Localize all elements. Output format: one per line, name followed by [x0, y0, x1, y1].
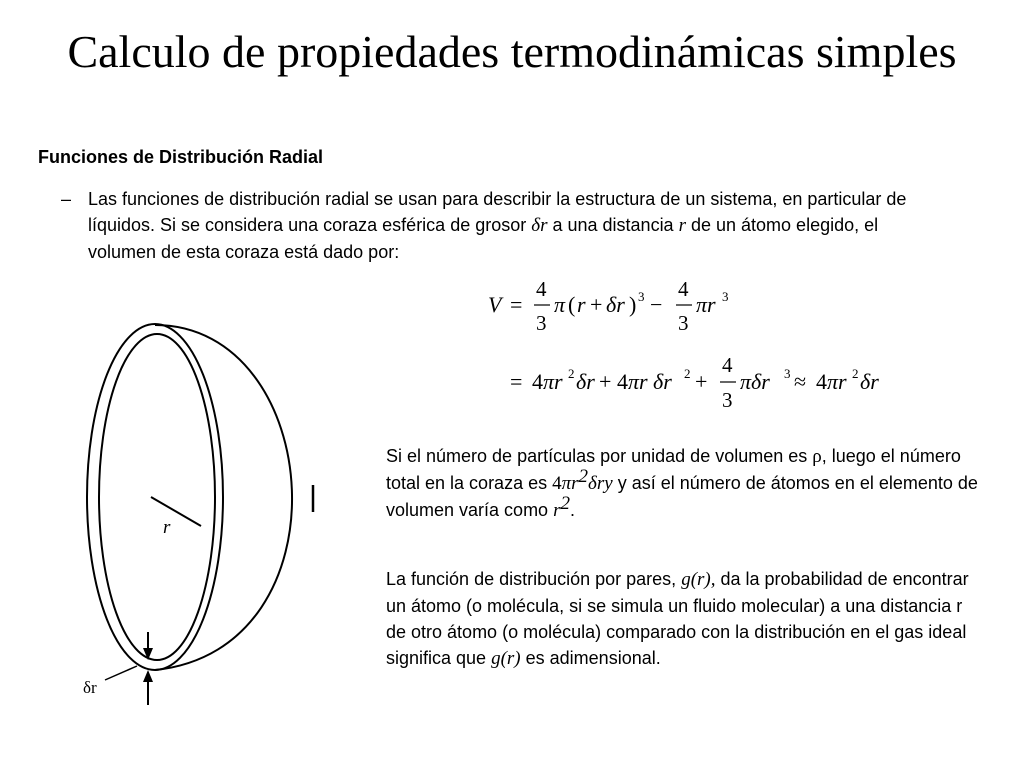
- svg-text:+: +: [695, 369, 708, 394]
- paragraph-text-part: , luego el número total en la coraza es: [386, 446, 961, 493]
- thickness-leader-line: [105, 666, 137, 680]
- thickness-arrowhead-bottom: [143, 670, 153, 682]
- equation-volume-graphic: [480, 275, 750, 345]
- svg-text:4: 4: [722, 353, 733, 377]
- number-symbol: 4: [552, 473, 562, 494]
- svg-text:4: 4: [816, 369, 827, 394]
- svg-text:r: r: [577, 292, 586, 317]
- shell-outer-rim: [87, 324, 223, 670]
- svg-text:3: 3: [784, 366, 791, 381]
- svg-text:−: −: [650, 292, 663, 317]
- svg-text:4: 4: [532, 369, 543, 394]
- svg-text:=: =: [510, 369, 523, 394]
- section-heading: Funciones de Distribución Radial: [38, 147, 324, 167]
- r-symbol: r: [678, 215, 686, 236]
- svg-text:3: 3: [536, 311, 547, 335]
- svg-text:2: 2: [684, 366, 691, 381]
- bullet-text-part: Las funciones de distribución radial se usan para describir la estructura de un sistema, en particular de líquidos. Si se considera una coraza esférica de grosor: [88, 189, 907, 235]
- svg-text:δr: δr: [653, 369, 672, 394]
- pi-r-symbol: πr: [561, 473, 579, 494]
- radius-line: [151, 497, 201, 526]
- superscript: 2: [578, 466, 589, 487]
- svg-text:3: 3: [722, 289, 729, 304]
- svg-text:4: 4: [536, 277, 547, 301]
- paragraph-text-part: es adimensional.: [520, 648, 661, 668]
- svg-text:δr: δr: [576, 369, 595, 394]
- superscript: 2: [560, 493, 570, 514]
- bullet-marker: –: [61, 189, 72, 209]
- rho-symbol: ρ: [812, 446, 822, 467]
- shell-inner-rim: [99, 334, 215, 660]
- paragraph-text-part: da la probabilidad de encontrar un átomo (o molécula, si se simula un fluido molecular) a una distancia r de otro átomo (o molécula) comparado con la distribución en el gas ideal significa que: [386, 569, 969, 668]
- equation-expansion: [500, 350, 900, 425]
- svg-text:): ): [629, 292, 637, 317]
- equation-expansion-graphic: [500, 350, 900, 420]
- svg-text:2: 2: [852, 366, 859, 381]
- r-symbol: r: [553, 500, 561, 521]
- paragraph-pair-distribution: [386, 566, 986, 672]
- svg-text:+: +: [590, 292, 603, 317]
- svg-text:3: 3: [678, 311, 689, 335]
- svg-text:V: V: [488, 292, 502, 317]
- svg-text:3: 3: [638, 289, 645, 304]
- svg-text:πr: πr: [628, 369, 648, 394]
- svg-text:≈: ≈: [794, 369, 807, 394]
- svg-text:4: 4: [617, 369, 628, 394]
- svg-text:2: 2: [568, 366, 575, 381]
- bullet-text-part: a una distancia: [547, 215, 679, 235]
- svg-text:δr: δr: [606, 292, 625, 317]
- paragraph-text-part: Si el número de partículas por unidad de volumen es: [386, 446, 813, 466]
- svg-text:πδr: πδr: [740, 369, 770, 394]
- paragraph-text-part: y así el número de átomos en el elemento de volumen varía como: [386, 473, 978, 520]
- equation-volume: [480, 275, 750, 350]
- radius-label: r: [163, 517, 171, 538]
- svg-text:δr: δr: [860, 369, 879, 394]
- bullet-text-part: de un átomo elegido, el volumen de esta coraza está dado por:: [88, 215, 879, 262]
- slide-title: Calculo de propiedades termodinámicas simples: [67, 26, 957, 77]
- g-r-symbol: g(r): [491, 648, 521, 669]
- svg-text:πr: πr: [827, 369, 847, 394]
- paragraph-text-part: .: [569, 500, 575, 520]
- paragraph-text-part: La función de distribución por pares,: [386, 569, 682, 589]
- spherical-shell-figure: [75, 320, 325, 715]
- svg-text:+: +: [599, 369, 612, 394]
- thickness-arrowhead-top: [143, 648, 153, 660]
- svg-text:π: π: [554, 292, 566, 317]
- paragraph-particle-count: [386, 443, 986, 524]
- svg-text:πr: πr: [696, 292, 716, 317]
- svg-text:πr: πr: [543, 369, 563, 394]
- delta-r-symbol: δr: [531, 215, 548, 236]
- svg-text:4: 4: [678, 277, 689, 301]
- svg-text:3: 3: [722, 388, 733, 412]
- thickness-label: δr: [83, 678, 97, 697]
- svg-text:=: =: [510, 292, 523, 317]
- svg-text:(: (: [568, 292, 576, 317]
- delta-r-y-symbol: δry: [588, 473, 613, 494]
- g-r-symbol: g(r),: [681, 569, 716, 590]
- spherical-shell-graphic: [75, 320, 325, 710]
- bullet-text: [88, 186, 938, 265]
